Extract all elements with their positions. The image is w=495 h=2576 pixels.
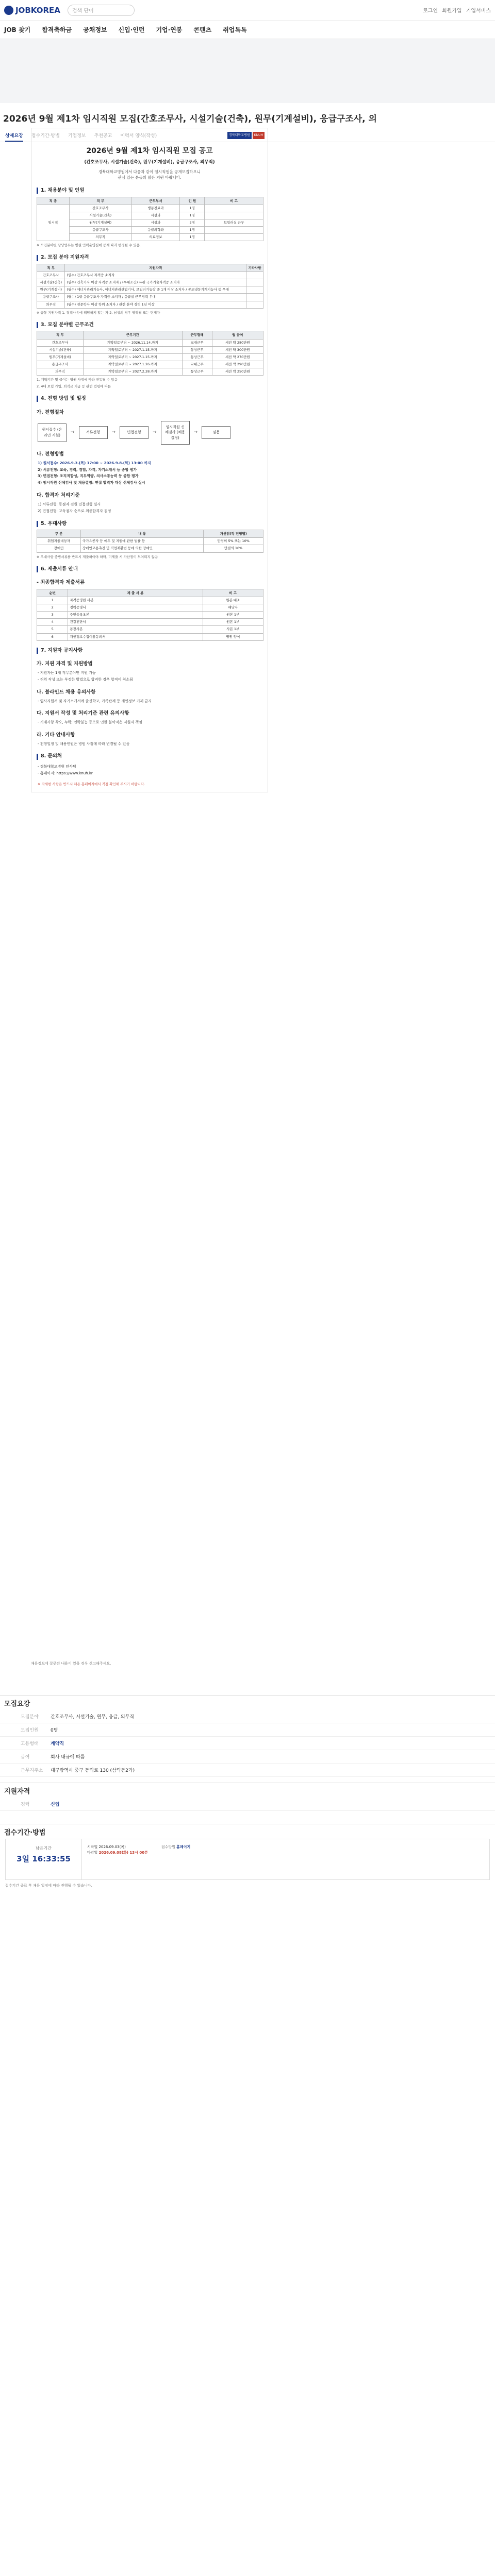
table-note: 2. 4대 보험 가입, 퇴직금 지급 등 관련 법령에 따름 (37, 384, 111, 389)
guide-text: - 허위 작성 또는 부정한 방법으로 합격한 경우 합격이 취소됨 (38, 677, 133, 682)
apply-dates: 시작일 2026.09.03(목) 마감일 2026.09.08(화) 13시 00분 (87, 1845, 148, 1855)
table-row: 3 주민등록초본 원본 1부 (37, 612, 263, 619)
table-row: 간호조무사 (필수) 간호조무사 자격증 소지자 (37, 272, 263, 279)
apply-section (0, 1824, 495, 1891)
tab-resume[interactable]: 이력서 양식(작성) (120, 133, 157, 139)
job-notice (31, 128, 268, 792)
countdown: 남은기간 3일 16:33:55 (6, 1839, 82, 1879)
criteria-text: 1) 서류전형: 동점자 전원 면접전형 실시 (38, 502, 101, 506)
summary-row: 모집인원 0명 (0, 1723, 495, 1737)
summary-row: 모집분야 간호조무사, 시설기술, 원무, 응급, 의무직 (0, 1710, 495, 1723)
footnote: ※ 자세한 사항은 반드시 채용 홈페이지에서 직접 확인해 주시기 바랍니다. (38, 782, 145, 787)
qualification-heading: 지원자격 (4, 1787, 30, 1795)
table-row: 5 통장사본 사본 1부 (37, 626, 263, 633)
flow-step: 면접전형 (120, 426, 148, 439)
contact-info: - 경북대학교병원 인사팀 - 홈페이지: https://www.knuh.kr (38, 764, 261, 776)
table-row: 의무직 계약일로부터 ~ 2027.2.28.까지 통상근무 세전 약 250만원 (37, 368, 263, 375)
criteria-text: 2) 면접전형: 고득점자 순으로 최종합격자 결정 (38, 509, 111, 513)
tab-detail[interactable]: 상세요강 (5, 132, 23, 142)
table-row: 취업지원대상자 국가유공자 등 예우 및 지원에 관한 법률 등 만점의 5% 또는 10% (37, 538, 263, 545)
nav-item[interactable]: JOB 찾기 (4, 26, 31, 33)
table-row: 시설기술(건축) (필수) 건축기사 이상 자격증 소지자 / (우대조건) 유관 국가기술자격증 소지자 (37, 279, 263, 286)
apply-heading: 접수기간·방법 (4, 1828, 46, 1837)
guide-text: - 지원자는 1개 직무분야만 지원 가능 (38, 671, 96, 675)
summary-section (0, 1695, 495, 1777)
qualification-table: 직 무 지원자격 기타사항 간호조무사 (필수) 간호조무사 자격증 소지자 시설기술(건축) (필수) 건축기사 이상 자격증 소지자 / (우대조건) 유관 국가기술자격증 소지자 원무(기계설비) (필수) 에너지관리기능사, 에너지관리산업기사, 보일러기능장 중 1개 이상 소지자 / 공조냉동기계기능사 등 우대 응급구조사 (필수) 1급 응급구조사 자격증 소지자 / 응급실 근무경력 우대 의무직 (필수) 전문학사 이상 학위 소지자 / 관련 분야 경력 1년 이상 (37, 264, 263, 309)
subsection-heading: 나. 전형방법 (37, 451, 64, 457)
documents-table: 순번 제 출 서 류 비 고 1 자격증명원 사본 원본 대조 2 경력증명서 해당자 3 주민등록초본 원본 1부 4 건강진단서 원본 1부 5 통장사본 사본 1부 6 개인정보수집이용동의서 병원 양식 (37, 589, 263, 641)
nav-item[interactable]: 기업·연봉 (156, 26, 183, 33)
section-heading: 7. 지원자 공지사항 (37, 647, 262, 655)
guide-text: - 전형일정 및 채용인원은 병원 사정에 따라 변경될 수 있음 (38, 741, 130, 746)
banner-area (0, 39, 495, 103)
table-row: 응급구조사 (필수) 1급 응급구조사 자격증 소지자 / 응급실 근무경력 우대 (37, 294, 263, 301)
logo[interactable]: JOBKOREA (4, 6, 60, 15)
table-row: 간호조무사 계약일로부터 ~ 2026.11.14.까지 교대근무 세전 약 280만원 (37, 339, 263, 346)
flow-step: 서류전형 (79, 426, 108, 439)
main-nav (0, 21, 495, 39)
guide-text: - 기재사항 착오, 누락, 연락불능 등으로 인한 불이익은 지원자 책임 (38, 720, 142, 725)
subsection-heading: 다. 합격자 처리기준 (37, 493, 80, 499)
table-row: 임시직 간호조무사 병동진료과 1명 (37, 205, 263, 212)
conditions-table: 직 무 근무기간 근무형태 월 급여 간호조무사 계약일로부터 ~ 2026.11.14.까지 교대근무 세전 약 280만원 시설기술(건축) 계약일로부터 ~ 2027.1.15.까지 통상근무 세전 약 300만원 원무(기계설비) 계약일로부터 ~ 2027.1.15.까지 통상근무 세전 약 270만원 응급구조사 계약일로부터 ~ 2027.1.26.까지 교대근무 세전 약 290만원 의무직 계약일로부터 ~ 2027.2.28.까지 통상근무 세전 약 250만원 (37, 331, 263, 376)
org-badge: 경북대학교병원 (227, 132, 252, 139)
table-row: 4 건강진단서 원본 1부 (37, 619, 263, 626)
preference-table: 구 분 내 용 가산점(각 전형별) 취업지원대상자 국가유공자 등 예우 및 지원에 관한 법률 등 만점의 5% 또는 10% 장애인 장애인고용촉진 및 직업재활법 등에 의한 장애인 만점의 10% (37, 530, 263, 552)
section-heading: 3. 모집 분야별 근무조건 (37, 321, 262, 329)
section-heading: 6. 제출서류 안내 (37, 566, 262, 573)
nav-item[interactable]: 취업톡톡 (223, 26, 247, 33)
summary-row: 고용형태 계약직 (0, 1737, 495, 1750)
table-row: 원무(기계설비) 시설과 2명 보일러실 근무 (37, 219, 263, 227)
homepage-link[interactable]: - 홈페이지: https://www.knuh.kr (38, 771, 93, 775)
section-heading: 5. 우대사항 (37, 520, 262, 528)
table-row: 장애인 장애인고용촉진 및 직업재활법 등에 의한 장애인 만점의 10% (37, 545, 263, 552)
guide-text: - 입사지원서 및 자기소개서에 출신학교, 가족관계 등 개인정보 기재 금지 (38, 699, 152, 703)
logo-icon (4, 6, 13, 15)
biz-link[interactable]: 기업서비스 (466, 8, 491, 14)
apply-box (5, 1839, 490, 1880)
page-title: 2026년 9월 제1차 임시직원 모집(간호조무사, 시설기술(건축), 원무(기계설비), 응급구조사, 의 (3, 113, 377, 124)
table-row: 의무직 (필수) 전문학사 이상 학위 소지자 / 관련 분야 경력 1년 이상 (37, 301, 263, 308)
qualification-section (0, 1783, 495, 1811)
subsection-heading: 가. 전형절차 (37, 409, 64, 415)
table-row: 응급구조사 응급의학과 1명 (37, 227, 263, 234)
report-notice[interactable]: 채용정보에 잘못된 내용이 있을 경우 신고해주세요. (31, 1662, 111, 1666)
site-header (0, 0, 495, 21)
table-note: ※ 모집분야별 담당업무는 병원 인력운영실에 등재 따라 변경될 수 있음. (37, 243, 141, 248)
table-note: 1. 계약기간 및 급여는 병원 사정에 따라 변동될 수 있음 (37, 377, 118, 382)
subsection-heading: 다. 지원서 작성 및 처리기준 관련 유의사항 (37, 710, 129, 717)
table-note: ※ 공통 지원자격 1. 결격사유에 해당하지 않는 자 2. 남성의 경우 병역필 또는 면제자 (37, 310, 160, 315)
notice-title: 2026년 9월 제1차 임시직원 모집 공고 (86, 147, 213, 155)
summary-row: 근무지주소 대구광역시 중구 동덕로 130 (삼덕동2가) (0, 1764, 495, 1777)
tab-recommend[interactable]: 추천공고 (94, 133, 112, 139)
table-row: 1 자격증명원 사본 원본 대조 (37, 597, 263, 604)
nav-item[interactable]: 합격축하금 (42, 26, 72, 33)
section-heading: 4. 전형 방법 및 일정 (37, 395, 262, 403)
section-heading: 1. 채용분야 및 인원 (37, 187, 262, 195)
flow-step: 원서접수 (온라인 지원) (38, 423, 67, 442)
notice-intro: 경북대학교병원에서 다음과 같이 임시직원을 공개모집하오니 관심 있는 분들의 많은 지원 바랍니다. (98, 169, 201, 180)
section-heading: 8. 문의처 (37, 753, 262, 760)
search-input[interactable]: 검색 단어 (68, 5, 135, 16)
arrow-right-icon: → (193, 429, 198, 435)
table-row: 6 개인정보수집이용동의서 병원 양식 (37, 633, 263, 640)
schedule-text: 3) 면접전형: 조직적합성, 직무역량, 의사소통능력 등 종합 평가 (38, 474, 139, 479)
subsection-heading: - 최종합격자 제출서류 (37, 580, 85, 586)
nav-item[interactable]: 콘텐츠 (193, 26, 212, 33)
table-row: 2 경력증명서 해당자 (37, 604, 263, 612)
subsection-heading: 라. 기타 안내사항 (37, 732, 75, 738)
table-row: 의무직 의료정보 1명 (37, 234, 263, 241)
schedule-text: 4) 임시직원 신체검사 및 채용결정: 면접 합격자 대상 신체검사 실시 (38, 481, 145, 485)
arrow-right-icon: → (153, 429, 157, 435)
signup-link[interactable]: 회원가입 (442, 8, 462, 14)
table-row: 시설기술(건축) 계약일로부터 ~ 2027.1.15.까지 통상근무 세전 약 300만원 (37, 346, 263, 353)
lower-section (0, 1654, 495, 1666)
summary-heading: 모집요강 (4, 1700, 30, 1708)
arrow-right-icon: → (111, 429, 116, 435)
qualification-row: 경력 신입 (0, 1798, 495, 1811)
apply-note: 접수기간 종료 후 채용 일정에 따라 진행될 수 있습니다. (5, 1884, 92, 1888)
table-row: 응급구조사 계약일로부터 ~ 2027.1.26.까지 교대근무 세전 약 290만원 (37, 361, 263, 368)
login-link[interactable]: 로그인 (423, 8, 438, 14)
nav-item[interactable]: 공채정보 (83, 26, 107, 33)
table-row: 원무(기계설비) (필수) 에너지관리기능사, 에너지관리산업기사, 보일러기능장 중 1개 이상 소지자 / 공조냉동기계기능사 등 우대 (37, 286, 263, 294)
org-logo-badge: KNUH (253, 132, 265, 139)
summary-row: 급여 회사 내규에 따름 (0, 1750, 495, 1764)
positions-table: 직 종 직 무 근무부서 인 원 비 고 임시직 간호조무사 병동진료과 1명 시설기술(건축) 시설과 1명 원무(기계설비) 시설과 2명 보일러실 근무 응급구조사 응급의학과 1명 의무직 의료정보 1명 (37, 197, 263, 242)
table-row: 시설기술(건축) 시설과 1명 (37, 212, 263, 219)
table-row: 원무(기계설비) 계약일로부터 ~ 2027.1.15.까지 통상근무 세전 약 270만원 (37, 353, 263, 361)
subsection-heading: 가. 지원 자격 및 지원방법 (37, 661, 93, 667)
process-flow (38, 421, 261, 445)
section-heading: 2. 모집 분야 지원자격 (37, 254, 262, 262)
table-note: ※ 우대사항 증빙서류를 반드시 제출하여야 하며, 미제출 시 가산점이 부여되지 않음 (37, 554, 158, 559)
apply-method: 접수방법 홈페이지 (161, 1845, 191, 1849)
flow-step: 임시직원 신체검사 (채용결정) (161, 421, 190, 445)
arrow-right-icon: → (71, 429, 75, 435)
flow-step: 임용 (202, 426, 230, 439)
tab-apply[interactable]: 접수기간·방법 (31, 133, 60, 139)
notice-subtitle: (간호조무사, 시설기술(건축), 원무(기계설비), 응급구조사, 의무직) (84, 159, 215, 165)
schedule-text: 2) 서류전형: 교육, 경력, 경험, 자격, 자기소개서 등 종합 평가 (38, 467, 137, 472)
tab-company[interactable]: 기업정보 (68, 133, 86, 139)
nav-item[interactable]: 신입·인턴 (118, 26, 145, 33)
schedule-text: 1) 원서접수: 2026.9.3.(목) 17:00 ~ 2026.9.8.(화) 13:00 까지 (38, 461, 151, 465)
header-links (423, 6, 491, 14)
notice-badges (31, 128, 268, 143)
subsection-heading: 나. 블라인드 채용 유의사항 (37, 689, 96, 695)
